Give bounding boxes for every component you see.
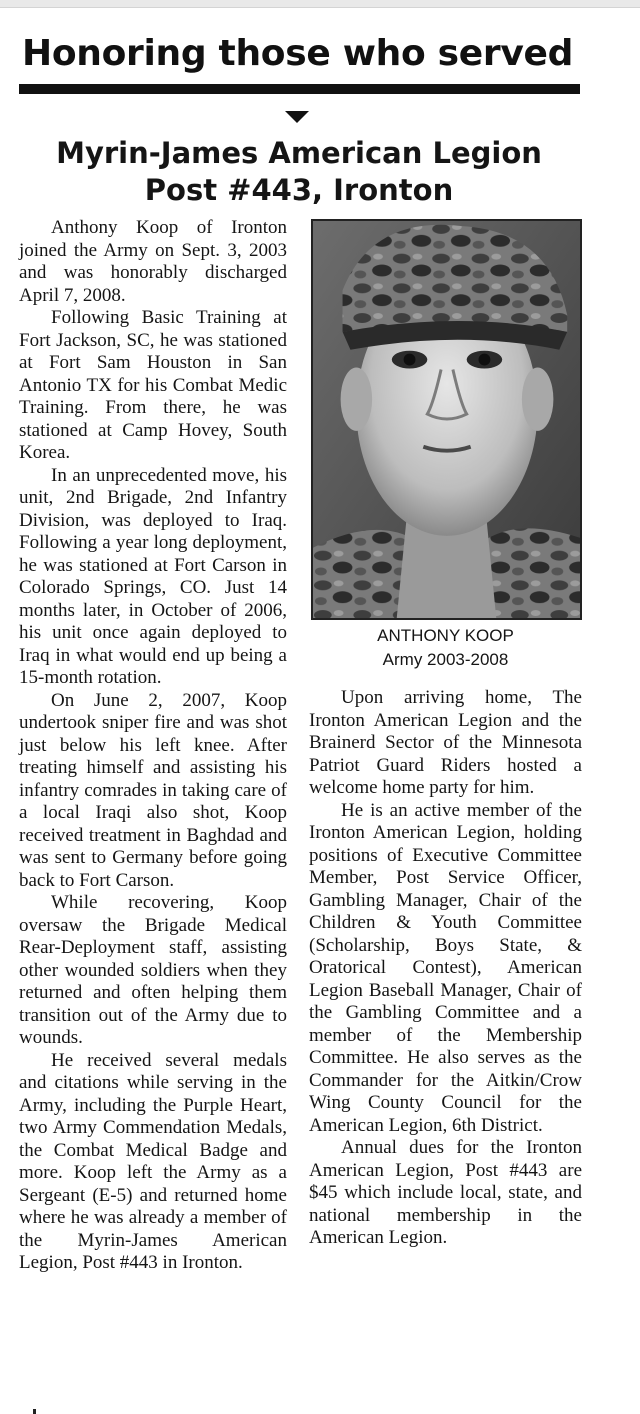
paragraph: While recovering, Koop oversaw the Brigade Medical Rear-Deployment staff, assisting other wounded soldiers when they returned and often helping them transition out of the Army due to wounds.: [19, 892, 287, 1048]
caption-name: ANTHONY KOOP: [377, 626, 514, 645]
article-title-line-1: Myrin-James American Legion: [56, 136, 542, 170]
left-column: [19, 217, 287, 1275]
headline-rule: [19, 84, 580, 94]
soldier-portrait-photo: [311, 219, 582, 620]
article-title: [0, 135, 598, 209]
page-top-edge: [0, 0, 640, 8]
page-bottom-mark: [33, 1409, 36, 1414]
section-headline: Honoring those who served: [22, 33, 574, 74]
paragraph: On June 2, 2007, Koop undertook sniper fire and was shot just below his left knee. After treating himself and assisting his infantry comrades in taking care of a local Iraqi also shot, Koop received treatment in Baghdad and was sent to Germany before going back to Fort Carson.: [19, 689, 287, 891]
article-title-line-2: Post #443, Ironton: [144, 173, 454, 207]
portrait-illustration: [313, 221, 580, 618]
paragraph: Upon arriving home, The Ironton American Legion and the Brainerd Sector of the Minnesota Patriot Guard Riders hosted a welcome home party for him.: [309, 687, 582, 798]
paragraph: He received several medals and citations while serving in the Army, including the Purple Heart, two Army Commendation Medals, the Combat Medical Badge and more. Koop left the Army as a Sergeant (E-5) and returned home where he was already a member of the Myrin-James American Legion, Post #443 in Ironton.: [19, 1049, 287, 1273]
paragraph: He is an active member of the Ironton American Legion, holding positions of Executive Committee Member, Post Service Officer, Gambling Manager, Chair of the Children & Youth Committee (Scholarship, Boys State, & Oratorical Contest), American Legion Baseball Manager, Chair of the Gambling Committee and a member of the Membership Committee. He also serves as the Commander for the Aitkin/Crow Wing County Council for the American Legion, 6th District.: [309, 799, 582, 1136]
paragraph: Annual dues for the Ironton American Legion, Post #443 are $45 which include local, state, and national membership in the American Legion.: [309, 1137, 582, 1248]
right-column: [309, 687, 582, 1250]
caption-service: Army 2003-2008: [382, 650, 509, 669]
down-arrow-icon: [285, 111, 309, 123]
paragraph: Anthony Koop of Ironton joined the Army on Sept. 3, 2003 and was honorably discharged April 7, 2008.: [19, 217, 287, 306]
paragraph: In an unprecedented move, his unit, 2nd Brigade, 2nd Infantry Division, was deployed to Iraq. Following a year long deployment, he was stationed at Fort Carson in Colorado Springs, CO. Just 14 months later, in October of 2006, his unit once again deployed to Iraq in what would end up being a 15-month rotation.: [19, 464, 287, 688]
photo-caption: [309, 624, 582, 672]
paragraph: Following Basic Training at Fort Jackson, SC, he was stationed at Fort Sam Houston in San Antonio TX for his Combat Medic Training. From there, he was stationed at Camp Hovey, South Korea.: [19, 307, 287, 463]
